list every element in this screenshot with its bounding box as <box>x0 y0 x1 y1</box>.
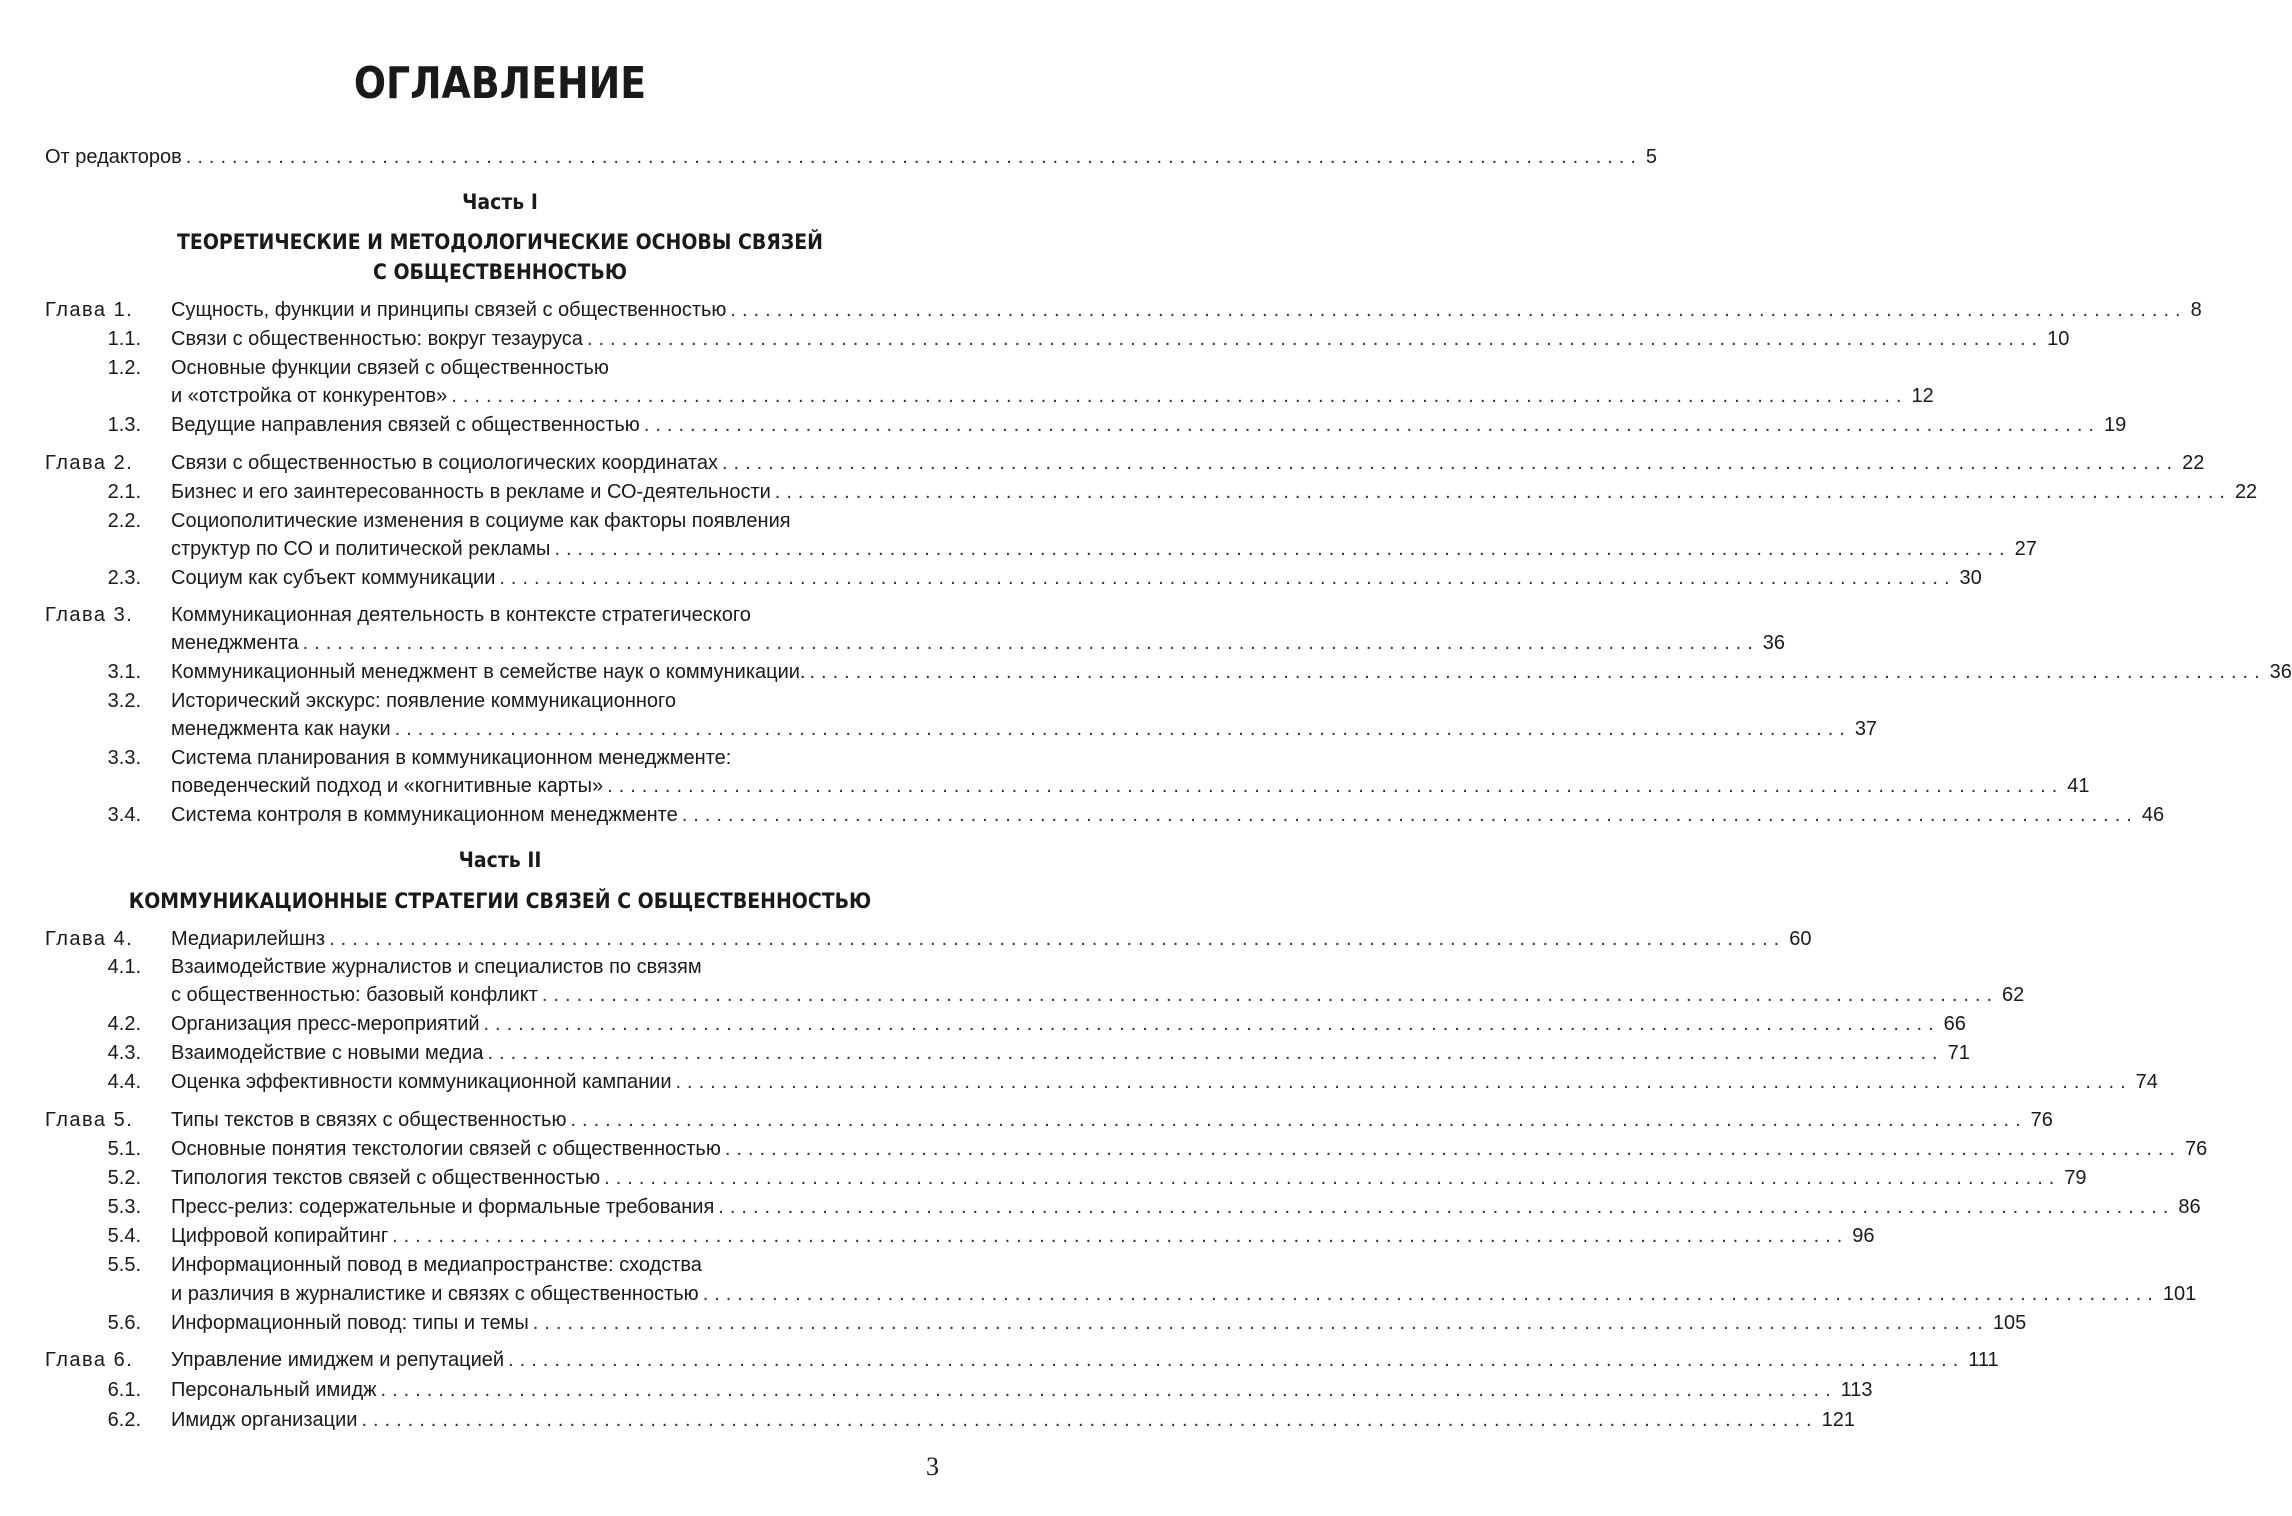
leader-dots: .............................................................................................................................. <box>809 661 2266 683</box>
entry-page: 76 <box>2030 1109 2053 1131</box>
entry-text: Типы текстов в связях с общественностью <box>171 1109 567 1131</box>
leader-dots: .............................................................................................................................. <box>394 718 1851 740</box>
leader-dots: .............................................................................................................................. <box>604 1167 2061 1189</box>
part-1-label: Часть I <box>462 190 538 214</box>
part-2-title-line-1: КОММУНИКАЦИОННЫЕ СТРАТЕГИИ СВЯЗЕЙ С ОБЩЕСТВЕННОСТЬЮ <box>128 889 872 913</box>
entry-page: 79 <box>2064 1167 2087 1189</box>
leader-dots: .............................................................................................................................. <box>586 328 2044 350</box>
leader-dots: .............................................................................................................................. <box>721 452 2179 474</box>
toc-entry-continuation <box>45 981 2025 1009</box>
entry-text: Связи с общественностью: вокруг тезауруса <box>171 328 583 350</box>
leader-dots: .............................................................................................................................. <box>570 1109 2027 1131</box>
entry-number: 1.2. <box>107 357 141 379</box>
toc-entry-continuation <box>45 715 1878 743</box>
toc-entry-chapter <box>45 925 1812 953</box>
toc-entry-continuation <box>45 382 1934 410</box>
entry-text: Цифровой копирайтинг <box>171 1225 389 1247</box>
leader-dots: .............................................................................................................................. <box>499 567 1956 589</box>
toc-entry-chapter <box>45 1106 2053 1134</box>
toc-entry-continuation <box>45 629 1786 657</box>
entry-number: Глава 5. <box>45 1109 134 1131</box>
toc-entry-section <box>45 953 942 981</box>
entry-text: и «отстройка от конкурентов» <box>171 385 448 407</box>
entry-text: менеджмента как науки <box>171 718 391 740</box>
leader-dots: .............................................................................................................................. <box>380 1379 1837 1401</box>
entry-page: 101 <box>2162 1283 2197 1305</box>
toc-entry-preface <box>45 143 1658 171</box>
entry-number: 4.2. <box>107 1013 141 1035</box>
entry-number: 4.4. <box>107 1071 141 1093</box>
leader-dots: .............................................................................................................................. <box>185 146 1642 168</box>
entry-text: менеджмента <box>171 632 299 654</box>
entry-page: 10 <box>2047 328 2070 350</box>
entry-number: 2.3. <box>107 567 141 589</box>
toc-entry-section <box>45 1251 942 1279</box>
entry-text: Сущность, функции и принципы связей с общественностью <box>171 299 727 321</box>
entry-number: 6.1. <box>107 1379 141 1401</box>
entry-number: 6.2. <box>107 1409 141 1431</box>
entry-text: Медиарилейшнз <box>171 928 326 950</box>
entry-text: Система контроля в коммуникационном менеджменте <box>171 804 678 826</box>
toc-entry-continuation <box>45 535 2037 563</box>
toc-entry-chapter <box>45 1346 1999 1374</box>
toc-entry-chapter <box>45 449 2205 477</box>
entry-number: 3.4. <box>107 804 141 826</box>
entry-text: Основные функции связей с общественностью <box>171 357 609 379</box>
toc-entry-chapter <box>45 601 942 629</box>
entry-page: 19 <box>2103 414 2127 436</box>
entry-page: 60 <box>1789 928 1812 950</box>
entry-text: Пресс-релиз: содержательные и формальные требования <box>171 1196 715 1218</box>
leader-dots: .............................................................................................................................. <box>361 1409 1818 1431</box>
toc-entry-section <box>45 1010 1966 1038</box>
entry-page: 105 <box>1992 1312 2027 1334</box>
entry-page: 76 <box>2185 1138 2208 1160</box>
leader-dots: .............................................................................................................................. <box>392 1225 1849 1247</box>
entry-page: 5 <box>1645 146 1658 168</box>
leader-dots: .............................................................................................................................. <box>541 984 1999 1006</box>
entry-page: 8 <box>2190 299 2202 321</box>
part-2-label: Часть II <box>458 848 542 872</box>
entry-text: Связи с общественностью в социологических координатах <box>171 452 718 474</box>
toc-entry-section <box>45 687 942 715</box>
toc-entry-section <box>45 325 2070 353</box>
entry-number: 4.1. <box>107 956 141 978</box>
leader-dots: .............................................................................................................................. <box>451 385 1908 407</box>
toc-entry-section <box>45 411 2127 439</box>
toc-entry-section <box>45 1164 2087 1192</box>
entry-page: 121 <box>1821 1409 1855 1431</box>
toc-entry-section <box>45 801 2165 829</box>
entry-text: Управление имиджем и репутацией <box>171 1349 505 1371</box>
entry-text: Коммуникационная деятельность в контексте стратегического <box>171 604 751 626</box>
entry-text: Оценка эффективности коммуникационной кампании <box>171 1071 672 1093</box>
toc-entry-section <box>45 744 942 772</box>
leader-dots: .............................................................................................................................. <box>724 1138 2181 1160</box>
entry-page: 27 <box>2014 538 2037 560</box>
entry-page: 36 <box>1762 632 1786 654</box>
entry-number: Глава 2. <box>45 452 134 474</box>
entry-page: 62 <box>2002 984 2025 1006</box>
entry-page: 111 <box>1968 1349 1999 1371</box>
entry-page: 37 <box>1854 718 1878 740</box>
entry-text: Основные понятия текстологии связей с общественностью <box>171 1138 721 1160</box>
entry-text: поведенческий подход и «когнитивные карты» <box>171 775 604 797</box>
entry-text: Типология текстов связей с общественностью <box>171 1167 601 1189</box>
entry-text: Информационный повод: типы и темы <box>171 1312 529 1334</box>
leader-dots: .............................................................................................................................. <box>329 928 1786 950</box>
entry-page: 74 <box>2135 1071 2158 1093</box>
entry-text: Система планирования в коммуникационном менеджменте: <box>171 747 732 769</box>
entry-page: 36 <box>2269 661 2292 683</box>
entry-number: 5.5. <box>107 1254 141 1276</box>
page-title: ОГЛАВЛЕНИЕ <box>353 58 647 109</box>
entry-text: Социум как субъект коммуникации <box>171 567 496 589</box>
part-1-title-line-1: ТЕОРЕТИЧЕСКИЕ И МЕТОДОЛОГИЧЕСКИЕ ОСНОВЫ СВЯЗЕЙ <box>177 230 823 254</box>
toc-entry-section <box>45 564 1982 592</box>
entry-text: Взаимодействие с новыми медиа <box>171 1042 484 1064</box>
leader-dots: .............................................................................................................................. <box>718 1196 2175 1218</box>
leader-dots: .............................................................................................................................. <box>643 414 2100 436</box>
toc-entry-section <box>45 1193 2201 1221</box>
leader-dots: .............................................................................................................................. <box>681 804 2138 826</box>
page-number: 3 <box>926 1452 939 1481</box>
toc-entry-continuation <box>45 772 2090 800</box>
entry-number: Глава 4. <box>45 928 134 950</box>
part-1-title-line-2: С ОБЩЕСТВЕННОСТЬЮ <box>372 260 628 284</box>
entry-number: Глава 3. <box>45 604 134 626</box>
entry-page: 113 <box>1840 1379 1873 1401</box>
leader-dots: .............................................................................................................................. <box>702 1283 2159 1305</box>
leader-dots: .............................................................................................................................. <box>607 775 2064 797</box>
toc-entry-section <box>45 478 2258 506</box>
entry-number: 5.3. <box>107 1196 141 1218</box>
entry-number: 1.3. <box>107 414 141 436</box>
entry-text: Социополитические изменения в социуме как факторы появления <box>171 510 791 532</box>
entry-text: Информационный повод в медиапространстве: сходства <box>171 1254 702 1276</box>
entry-number: 4.3. <box>107 1042 141 1064</box>
entry-text: Взаимодействие журналистов и специалистов по связям <box>171 956 702 978</box>
entry-page: 22 <box>2182 452 2205 474</box>
entry-page: 46 <box>2141 804 2165 826</box>
toc-entry-section <box>45 507 942 535</box>
toc-entry-section <box>45 1068 2158 1096</box>
entry-number: 2.2. <box>107 510 141 532</box>
entry-text: От редакторов <box>45 146 182 168</box>
toc-entry-section <box>45 1135 2208 1163</box>
entry-number: Глава 6. <box>45 1349 134 1371</box>
leader-dots: .............................................................................................................................. <box>483 1013 1940 1035</box>
entry-page: 86 <box>2178 1196 2201 1218</box>
entry-page: 22 <box>2234 481 2258 503</box>
entry-number: 1.1. <box>107 328 141 350</box>
entry-text: Имидж организации <box>171 1409 358 1431</box>
entry-text: Исторический экскурс: появление коммуникационного <box>171 690 677 712</box>
entry-number: 5.2. <box>107 1167 141 1189</box>
entry-text: и различия в журналистике и связях с общественностью <box>171 1283 699 1305</box>
entry-page: 30 <box>1959 567 1982 589</box>
entry-text: с общественностью: базовый конфликт <box>171 984 538 1006</box>
leader-dots: .............................................................................................................................. <box>487 1042 1944 1064</box>
entry-number: 5.1. <box>107 1138 141 1160</box>
entry-number: 3.1. <box>107 661 141 683</box>
leader-dots: .............................................................................................................................. <box>508 1349 1965 1371</box>
entry-text: Бизнес и его заинтересованность в рекламе и СО-деятельности <box>171 481 771 503</box>
toc-entry-section <box>45 1376 1873 1404</box>
toc-entry-section <box>45 1309 2027 1337</box>
entry-text: Организация пресс-мероприятий <box>171 1013 480 1035</box>
entry-number: 5.6. <box>107 1312 141 1334</box>
entry-text: Ведущие направления связей с общественностью <box>171 414 640 436</box>
entry-text: структур по СО и политической рекламы <box>171 538 551 560</box>
toc-entry-section <box>45 658 2292 686</box>
toc-entry-chapter <box>45 296 2202 324</box>
toc-entry-section <box>45 354 942 382</box>
entry-number: 5.4. <box>107 1225 141 1247</box>
entry-page: 71 <box>1947 1042 1970 1064</box>
entry-page: 96 <box>1852 1225 1875 1247</box>
entry-text: Персональный имидж <box>171 1379 377 1401</box>
entry-page: 66 <box>1943 1013 1966 1035</box>
leader-dots: .............................................................................................................................. <box>730 299 2187 321</box>
leader-dots: .............................................................................................................................. <box>675 1071 2132 1093</box>
leader-dots: .............................................................................................................................. <box>532 1312 1989 1334</box>
entry-number: 3.2. <box>107 690 141 712</box>
entry-number: Глава 1. <box>45 299 134 321</box>
toc-entry-section <box>45 1039 1970 1067</box>
entry-number: 2.1. <box>107 481 141 503</box>
leader-dots: .............................................................................................................................. <box>554 538 2011 560</box>
leader-dots: .............................................................................................................................. <box>774 481 2231 503</box>
entry-text: Коммуникационный менеджмент в семействе наук о коммуникации. <box>171 661 806 683</box>
toc-entry-section <box>45 1406 1855 1434</box>
entry-page: 12 <box>1911 385 1934 407</box>
entry-page: 41 <box>2067 775 2090 797</box>
toc-entry-continuation <box>45 1280 2197 1308</box>
toc-entry-section <box>45 1222 1875 1250</box>
entry-number: 3.3. <box>107 747 141 769</box>
leader-dots: .............................................................................................................................. <box>302 632 1759 654</box>
